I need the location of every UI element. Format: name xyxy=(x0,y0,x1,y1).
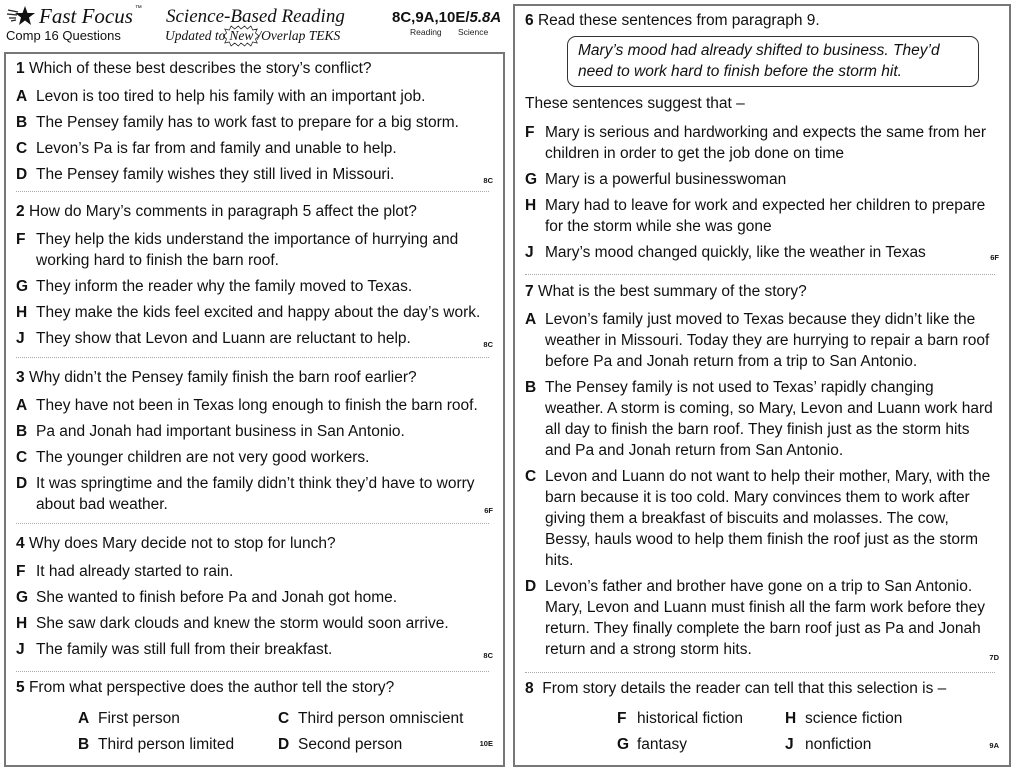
option-text: Second person xyxy=(298,736,403,753)
option-letter: H xyxy=(16,304,28,321)
option-text: She saw dark clouds and knew the storm would soon arrive. xyxy=(36,615,449,632)
left-question-panel xyxy=(4,52,505,767)
option-text: The family was still full from their breakfast. xyxy=(36,641,333,658)
question-stem xyxy=(525,282,1001,302)
question-stem xyxy=(525,11,1001,31)
option-letter: G xyxy=(617,736,630,753)
option-letter: H xyxy=(525,197,537,214)
option-text: nonfiction xyxy=(805,736,872,753)
teks-standard-tag: 7D xyxy=(989,653,999,662)
subtitle-pre: Updated to xyxy=(165,28,226,43)
answer-option[interactable] xyxy=(16,613,495,634)
new-burst-badge xyxy=(226,28,256,44)
option-text: science fiction xyxy=(805,710,903,727)
answer-option[interactable] xyxy=(785,708,945,729)
teks-standard-tag: 10E xyxy=(479,739,493,748)
question-4 xyxy=(16,534,495,660)
question-stem xyxy=(16,368,495,388)
answer-option[interactable] xyxy=(525,122,1001,164)
question-text: Which of these best describes the story’s conflict? xyxy=(28,60,372,77)
answer-option[interactable] xyxy=(16,587,495,608)
option-letter: J xyxy=(16,641,25,658)
option-letter: D xyxy=(16,475,28,492)
logo-text: Fast Focus xyxy=(39,4,133,28)
teks-standard-tag: 8C xyxy=(483,651,493,660)
answer-option[interactable] xyxy=(525,309,1001,372)
option-letter: C xyxy=(525,468,537,485)
teks-standard-tag: 9A xyxy=(989,741,999,750)
answer-option[interactable] xyxy=(525,466,1001,571)
question-number: 1 xyxy=(16,60,25,77)
option-letter: J xyxy=(16,330,25,347)
question-count: Comp 16 Questions xyxy=(6,28,121,43)
answer-option[interactable] xyxy=(525,195,1001,237)
trademark: ™ xyxy=(134,5,142,12)
option-text: It had already started to rain. xyxy=(36,563,234,580)
option-letter: B xyxy=(525,379,537,396)
option-letter: H xyxy=(16,615,28,632)
answer-option[interactable] xyxy=(785,734,945,755)
answer-option[interactable] xyxy=(16,138,495,159)
answer-option[interactable] xyxy=(16,164,495,185)
divider xyxy=(16,357,489,358)
question-text: From story details the reader can tell that this selection is – xyxy=(542,680,947,697)
option-letter: C xyxy=(16,140,28,157)
option-text: Third person omniscient xyxy=(298,710,464,727)
answer-option[interactable] xyxy=(78,708,278,729)
option-text: Mary is serious and hardworking and expects the same from her children in order to get the job done on time xyxy=(545,124,987,162)
question-stem xyxy=(16,534,495,554)
teks-standard-tag: 6F xyxy=(484,506,493,515)
teks-standard-tag: 8C xyxy=(483,176,493,185)
option-letter: F xyxy=(16,563,26,580)
option-text: They have not been in Texas long enough to finish the barn roof. xyxy=(36,397,478,414)
option-letter: C xyxy=(278,710,290,727)
question-stem xyxy=(16,59,495,79)
question-6 xyxy=(525,11,1001,31)
option-text: Mary had to leave for work and expected her children to prepare for the storm while she was gone xyxy=(545,197,986,235)
option-text: It was springtime and the family didn’t think they’d have to worry about bad weather. xyxy=(36,475,475,513)
option-text: They show that Levon and Luann are reluctant to help. xyxy=(36,330,411,347)
option-text: Levon’s Pa is far from and family and unable to help. xyxy=(36,140,397,157)
answer-option[interactable] xyxy=(16,302,495,323)
divider xyxy=(16,523,489,524)
question-2 xyxy=(16,202,495,349)
burst-text: New xyxy=(229,28,254,43)
right-question-panel xyxy=(513,4,1011,767)
divider xyxy=(16,191,489,192)
question-1 xyxy=(16,59,495,185)
option-text: historical fiction xyxy=(637,710,743,727)
option-letter: D xyxy=(525,578,537,595)
subtitle-post: /Overlap TEKS xyxy=(257,28,341,43)
option-letter: H xyxy=(785,710,797,727)
option-text: The younger children are not very good workers. xyxy=(36,449,370,466)
question-7 xyxy=(525,282,1001,660)
option-text: The Pensey family has to work fast to prepare for a big storm. xyxy=(36,114,459,131)
option-letter: J xyxy=(785,736,794,753)
answer-option[interactable] xyxy=(16,328,495,349)
question-number: 5 xyxy=(16,679,25,696)
option-text: Levon is too tired to help his family with an important job. xyxy=(36,88,426,105)
divider xyxy=(16,671,489,672)
option-text: fantasy xyxy=(637,736,687,753)
option-text: Levon’s father and brother have gone on a trip to San Antonio. Mary, Levon and Luann must finish all the farm work before they return. They finally complete the barn roof just as Pa and Jonah return and a strong storm hits. xyxy=(545,578,985,658)
option-text: She wanted to finish before Pa and Jonah got home. xyxy=(36,589,398,606)
answer-option[interactable] xyxy=(525,377,1001,461)
answer-option[interactable] xyxy=(16,112,495,133)
teks-standards xyxy=(392,10,501,26)
answer-option[interactable] xyxy=(617,708,785,729)
worksheet-subtitle xyxy=(165,28,340,44)
option-letter: A xyxy=(78,710,90,727)
teks-standard-tag: 8C xyxy=(483,340,493,349)
option-letter: A xyxy=(16,397,28,414)
answer-option[interactable] xyxy=(525,576,1001,660)
question-text: Why didn’t the Pensey family finish the barn roof earlier? xyxy=(28,369,417,386)
option-text: Third person limited xyxy=(98,736,235,753)
answer-grid xyxy=(78,708,478,755)
answer-option[interactable] xyxy=(525,169,1001,190)
question-text: What is the best summary of the story? xyxy=(537,283,807,300)
answer-option[interactable] xyxy=(525,242,1001,263)
option-letter: F xyxy=(525,124,535,141)
option-letter: A xyxy=(16,88,28,105)
option-letter: F xyxy=(617,710,627,727)
answer-option[interactable] xyxy=(16,447,495,468)
option-letter: F xyxy=(16,231,26,248)
answer-option[interactable] xyxy=(16,229,495,271)
question-number: 4 xyxy=(16,535,25,552)
option-text: Mary is a powerful businesswoman xyxy=(545,171,787,188)
answer-option[interactable] xyxy=(16,473,495,515)
answer-option[interactable] xyxy=(78,734,278,755)
option-text: First person xyxy=(98,710,180,727)
option-text: Mary’s mood changed quickly, like the weather in Texas xyxy=(545,244,926,261)
question-number: 7 xyxy=(525,283,534,300)
answer-option[interactable] xyxy=(16,86,495,107)
fast-focus-logo xyxy=(6,5,142,27)
option-text: The Pensey family wishes they still lived in Missouri. xyxy=(36,166,395,183)
question-text: From what perspective does the author tell the story? xyxy=(28,679,395,696)
option-text: They make the kids feel excited and happy about the day’s work. xyxy=(36,304,481,321)
answer-option[interactable] xyxy=(16,421,495,442)
teks-reading: 8C,9A,10E/ xyxy=(392,9,470,26)
question-number: 8 xyxy=(525,680,534,697)
option-letter: B xyxy=(78,736,90,753)
option-letter: G xyxy=(16,278,29,295)
teks-science: 5.8A xyxy=(469,9,502,26)
option-text: They inform the reader why the family moved to Texas. xyxy=(36,278,413,295)
option-letter: G xyxy=(16,589,29,606)
option-text: Levon’s family just moved to Texas because they didn’t like the weather in Missouri. Today they are hurrying to repair a barn roof before Pa and Jonah return from a trip to San Antonio. xyxy=(545,311,990,370)
worksheet-header xyxy=(0,0,505,52)
question-number: 3 xyxy=(16,369,25,386)
option-text: Pa and Jonah had important business in San Antonio. xyxy=(36,423,405,440)
option-letter: C xyxy=(16,449,28,466)
worksheet-title: Science-Based Reading xyxy=(166,6,345,27)
option-letter: G xyxy=(525,171,538,188)
answer-option[interactable] xyxy=(16,639,495,660)
divider xyxy=(525,672,995,673)
question-3 xyxy=(16,368,495,515)
option-text: They help the kids understand the importance of hurrying and working hard to finish the barn roof. xyxy=(36,231,459,269)
divider xyxy=(525,274,995,275)
answer-option[interactable] xyxy=(278,734,478,755)
science-label: Science xyxy=(458,27,489,37)
question-prompt: These sentences suggest that – xyxy=(525,95,745,112)
option-text: Levon and Luann do not want to help their mother, Mary, with the barn because it is too cold. Mary convinces them to work after giving them a breakfast of biscuits and molasses. The cow, Bessy, hauls wood to help them finish the roof just as the storm hits. xyxy=(545,468,991,569)
question-stem xyxy=(525,679,1001,699)
star-icon xyxy=(6,5,36,27)
question-stem xyxy=(16,678,495,698)
option-letter: B xyxy=(16,423,28,440)
quoted-passage: Mary’s mood had already shifted to business. They’d need to work hard to finish before the storm hit. xyxy=(567,36,979,87)
answer-option[interactable] xyxy=(278,708,478,729)
question-number: 2 xyxy=(16,203,25,220)
question-number: 6 xyxy=(525,12,534,29)
teks-standard-tag: 6F xyxy=(990,253,999,262)
question-text: How do Mary’s comments in paragraph 5 affect the plot? xyxy=(28,203,417,220)
reading-label: Reading xyxy=(410,27,442,37)
option-letter: D xyxy=(278,736,290,753)
option-letter: J xyxy=(525,244,534,261)
option-letter: D xyxy=(16,166,28,183)
question-text: Read these sentences from paragraph 9. xyxy=(537,12,820,29)
option-text: The Pensey family is not used to Texas’ rapidly changing weather. A storm is coming, so Mary, Levon and Luann work hard all day to finish the barn roof. They finish just as the storm hits and Pa and Jonah return from San Antonio. xyxy=(545,379,993,459)
question-stem xyxy=(16,202,495,222)
option-letter: B xyxy=(16,114,28,131)
answer-grid xyxy=(617,708,945,755)
option-letter: A xyxy=(525,311,537,328)
answer-option[interactable] xyxy=(16,395,495,416)
answer-option[interactable] xyxy=(16,276,495,297)
question-6-body xyxy=(525,94,1001,263)
question-text: Why does Mary decide not to stop for lunch? xyxy=(28,535,336,552)
answer-option[interactable] xyxy=(617,734,785,755)
answer-option[interactable] xyxy=(16,561,495,582)
